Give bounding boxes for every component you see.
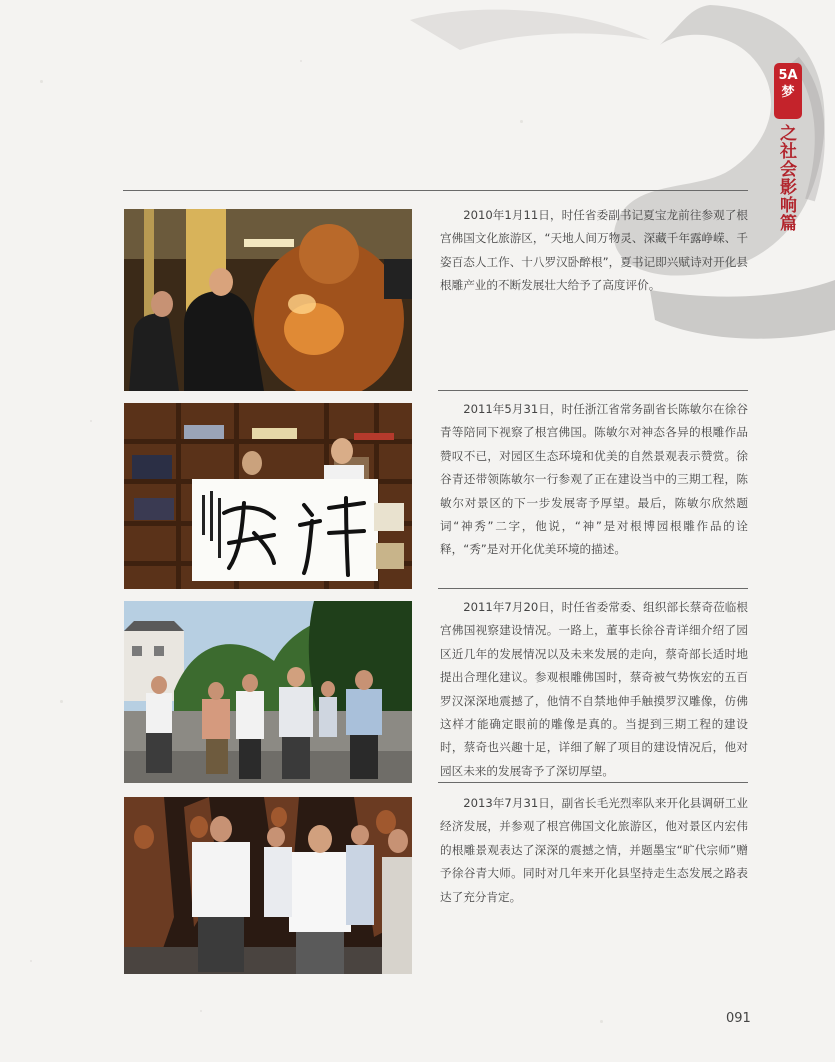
- photo-arhat-hall-walk: [124, 797, 412, 974]
- photo-buddha-carving-visit: [124, 209, 412, 391]
- top-divider: [123, 190, 748, 191]
- photo-outdoor-group-tour: [124, 601, 412, 783]
- dream-seal-badge: [774, 63, 802, 119]
- seal-line-2: 梦: [781, 85, 795, 100]
- divider-2: [438, 588, 748, 589]
- brush-stroke-top-left: [400, 0, 660, 150]
- divider-1: [438, 390, 748, 391]
- paragraph-2011-may-visit: 2011年5月31日，时任浙江省常务副省长陈敏尔在徐谷青等陪同下视察了根宫佛国。陈敏尔对神态各异的根雕作品赞叹不已，对园区生态环境和优美的自然景观表示赞赏。徐谷青还带领陈敏尔一行参观了正在建设当中的三期工程，陈敏尔对景区的下一步发展寄予厚望。最后，陈敏尔欣然题词“神秀”二字，他说，“神”是对根博园根雕作品的诠释，“秀”是对开化优美环境的描述。: [440, 402, 748, 557]
- page-number: 091: [726, 1011, 751, 1026]
- paragraph-2011-july-visit: 2011年7月20日，时任省委常委、组织部长蔡奇莅临根宫佛国视察建设情况。一路上，董事长徐谷青详细介绍了园区近几年的发展情况以及未来发展的走向，蔡奇部长适时地提出合理化建议。参观根雕佛国时，蔡奇被气势恢宏的五百罗汉深深地震撼了，他情不自禁地伸手触摸罗汉雕像，仿佛这样才能确定眼前的雕像是真的。当提到三期工程的建设时，蔡奇也兴趣十足，详细了解了项目的建设情况后，他对园区未来的发展寄予了深切厚望。: [440, 600, 748, 778]
- section-vertical-title: 之社会影响篇: [776, 124, 796, 232]
- seal-line-1: 5A: [778, 68, 798, 83]
- photo-calligraphy-presentation: [124, 403, 412, 589]
- paragraph-2013-visit: 2013年7月31日，副省长毛光烈率队来开化县调研工业经济发展，并参观了根宫佛国文化旅游区，他对景区内宏伟的根雕景观表达了深深的震撼之情，并题墨宝“旷代宗师”赠予徐谷青大师。同时对几年来开化县坚持走生态发展之路表达了充分肯定。: [440, 796, 748, 904]
- paragraph-2010-visit: 2010年1月11日，时任省委副书记夏宝龙前往参观了根宫佛国文化旅游区，“天地人间万物灵、深藏千年露峥嵘、千姿百态人工作、十八罗汉卧醉根”，夏书记即兴赋诗对开化县根雕产业的不断发展壮大给予了高度评价。: [440, 208, 748, 293]
- divider-3: [438, 782, 748, 783]
